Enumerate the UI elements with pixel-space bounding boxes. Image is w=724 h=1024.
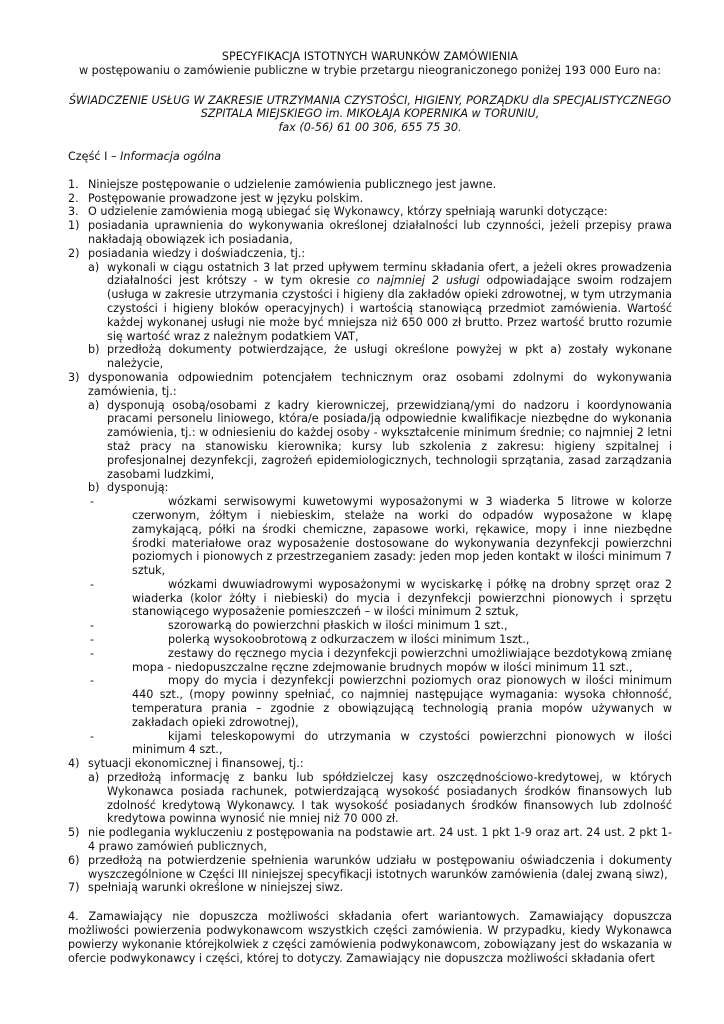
dash-bullet: -: [90, 646, 95, 660]
italic-phrase: co najmniej 2 usługi: [356, 274, 480, 288]
dash-item: [68, 730, 672, 758]
fax-line: fax (0-56) 61 00 306, 655 75 30.: [278, 121, 462, 135]
item-letter: a): [88, 260, 100, 274]
item-text: posiadania uprawnienia do wykonywania określonej działalności lub czynności, jeżeli przepisy prawa nakładają obowiązek ich posiadania,: [88, 219, 672, 246]
sub-item: [88, 771, 672, 826]
item-text: spełniają warunki określone w niniejszej siwz.: [88, 881, 344, 895]
paragraph-4: 4. Zamawiający nie dopuszcza możliwości składania ofert wariantowych. Zamawiający dopuszcza możliwości powierzenia podwykonawcom wszystkich części zamówienia. W przypadku, kiedy Wykonawca powierzy wykonanie którejkolwiek z części zamówienia podwykonawcom, zobowiązany jest do wskazania w ofercie podwykonawcy i części, której to dotyczy. Zamawiający nie dopuszcza możliwości składania ofert: [68, 910, 672, 965]
item-text: przedłożą informację z banku lub spółdzielczej kasy oszczędnościowo-kredytowej, w których Wykonawca posiada rachunek, potwierdzającą wysokość posiadanych środków finansowych lub zdolność kredytową Wykonawcy. I tak wysokość posiadanych środków finansowych lub zdolność kredytowa powinna wynosić nie mniej niż 70 000 zł.: [107, 771, 672, 826]
item-text: dysponowania odpowiednim potencjałem technicznym oraz osobami zdolnymi do wykonywania zamówienia, tj.:: [88, 370, 672, 398]
item-number: 3.: [68, 205, 79, 219]
part-heading: [68, 150, 672, 164]
condition-item: [68, 854, 672, 882]
part-title: Informacja ogólna: [120, 149, 222, 163]
condition-item: [68, 881, 672, 895]
condition-item: [68, 757, 672, 771]
item-number: 6): [68, 853, 80, 867]
sub-item: [88, 261, 672, 344]
item-number: 5): [68, 826, 80, 840]
item-text: zestawy do ręcznego mycia i dezynfekcji powierzchni umożliwiające bezdotykową zmianę mopa - niedopuszczalne ręczne zdejmowanie brudnych mopów w ilości minimum 11 szt.,: [132, 646, 672, 674]
condition-item: [68, 247, 672, 261]
document-page: [68, 50, 672, 965]
condition-item: [68, 219, 672, 247]
item-text: Postępowanie prowadzone jest w języku polskim.: [88, 191, 364, 205]
item-text: dysponują:: [107, 481, 169, 495]
item-text: nie podlegania wykluczeniu z postępowania na podstawie art. 24 ust. 1 pkt 1-9 oraz art. 24 ust. 2 pkt 1-4 prawo zamówień publicznych,: [88, 826, 672, 854]
dash-item: [68, 495, 672, 578]
sub-item: [88, 343, 672, 371]
item-number: 4): [68, 757, 80, 771]
dash-item: [68, 619, 672, 633]
item-text: Niniejsze postępowanie o udzielenie zamówienia publicznego jest jawne.: [88, 177, 497, 191]
condition-item: [68, 826, 672, 854]
sub-item: [88, 399, 672, 482]
item-text: wózkami dwuwiadrowymi wyposażonymi w wyciskarkę i półkę na drobny sprzęt oraz 2 wiaderka (kolor żółty i niebieski) do mycia i dezynfekcji powierzchni pionowych i sprzętu stanowiącego wyposażenie pomieszczeń – w ilości minimum 2 sztuk,: [132, 577, 672, 619]
item-text: mopy do mycia i dezynfekcji powierzchni poziomych oraz pionowych w ilości minimum 440 szt., (mopy powinny spełniać, co najmniej następujące wymagania: wysoka chłonność, temperatura prania – zgodnie z obowiązującą technologią prania mopów używanych w zakładach opieki zdrowotnej),: [132, 674, 672, 729]
item-text: przedłożą dokumenty potwierdzające, że usługi określone powyżej w pkt a) zostały wykonane należycie,: [107, 343, 672, 371]
item-letter: b): [88, 343, 100, 357]
item-text: przedłożą na potwierdzenie spełnienia warunków udziału w postępowaniu oświadczenia i dokumenty wyszczególnione w Części III niniejszej specyfikacji istotnych warunków zamówienia (dalej zwaną siwz),: [88, 853, 672, 881]
item-number: 2): [68, 246, 80, 260]
condition-item: [68, 371, 672, 399]
item-letter: a): [88, 771, 100, 785]
dash-item: [68, 578, 672, 619]
item-number: 3): [68, 370, 80, 384]
subject-line-1: ŚWIADCZENIE USŁUG W ZAKRESIE UTRZYMANIA CZYSTOŚCI, HIGIENY, PORZĄDKU dla SPECJALISTYCZNEGO: [68, 93, 672, 107]
item-number: 1): [68, 219, 80, 233]
item-text: szorowarką do powierzchni płaskich w ilości minimum 1 szt.,: [168, 619, 508, 633]
item-number: 2.: [68, 191, 79, 205]
dash-bullet: -: [90, 495, 95, 509]
item-text: kijami teleskopowymi do utrzymania w czystości powierzchni pionowych w ilości minimum 4 szt.,: [132, 729, 672, 757]
item-text: sytuacji ekonomicznej i finansowej, tj.:: [88, 757, 304, 771]
part-label: Część I –: [68, 149, 121, 163]
document-subtitle: w postępowaniu o zamówienie publiczne w trybie przetargu nieograniczonego poniżej 193 000 Euro na:: [78, 63, 662, 77]
dash-item: [68, 633, 672, 647]
item-text: posiadania wiedzy i doświadczenia, tj.:: [88, 246, 306, 260]
dash-item: [68, 647, 672, 675]
item-text: polerką wysokoobrotową z odkurzaczem w ilości minimum 1szt.,: [168, 633, 530, 647]
sub-item: [88, 481, 672, 495]
item-letter: a): [88, 398, 100, 412]
list-item: [68, 178, 672, 192]
item-text: wózkami serwisowymi kuwetowymi wyposażonymi w 3 wiaderka 5 litrowe w kolorze czerwonym, żółtym i niebieskim, stelaże na worki do odpadów wyposażone w klapę zamykającą, półki na środki chemiczne, zapasowe worki, rękawice, mopy i inne niezbędne środki materiałowe oraz wyposażenie dostosowane do wykonywania dezynfekcji powierzchni poziomych i pionowych z przestrzeganiem zasady: jeden mop jeden kontakt w ilości minimum 7 sztuk,: [132, 495, 672, 578]
item-text: O udzielenie zamówienia mogą ubiegać się Wykonawcy, którzy spełniają warunki dotyczące:: [88, 205, 608, 219]
item-number: 7): [68, 881, 80, 895]
item-number: 1.: [68, 177, 79, 191]
dash-bullet: -: [90, 729, 95, 743]
item-letter: b): [88, 481, 100, 495]
list-item: [68, 205, 672, 219]
item-text: wykonali w ciągu ostatnich 3 lat przed upływem terminu składania ofert, a jeżeli okres prowadzenia działalności jest krótszy - w tym okresie co najmniej 2 usługi odpowiadające swoim rodzajem (usługa w zakresie utrzymania czystości i higieny dla zakładów opieki zdrowotnej, w tym utrzymania czystości i higieny bloków operacyjnych) i wartością stanowiącą przedmiot zamówienia. Wartość każdej wykonanej usługi nie może być mniejsza niż 650 000 zł brutto. Przez wartość brutto rozumie się wartość wraz z należnym podatkiem VAT,: [107, 260, 672, 343]
dash-bullet: -: [90, 633, 95, 647]
order-subject: [68, 94, 672, 135]
dash-bullet: -: [90, 674, 95, 688]
subject-line-2: SZPITALA MIEJSKIEGO im. MIKOŁAJA KOPERNIKA w TORUNIU,: [200, 107, 540, 121]
item-text: dysponują osobą/osobami z kadry kierowniczej, przewidzianą/ymi do nadzoru i koordynowania pracami personelu liniowego, która/e posiada/ją odpowiednie kwalifikacje niezbędne do wykonania zamówienia, tj.: w odniesieniu do każdej osoby - wykształcenie minimum średnie; co najmniej 2 letni staż pracy na stanowisku kierownika; kursy lub szkolenia z zakresu: higieny szpitalnej i profesjonalnej dezynfekcji, zagrożeń epidemiologicznych, technologii sprzątania, zasad zarządzania zasobami ludzkimi,: [107, 398, 672, 481]
dash-bullet: -: [90, 619, 95, 633]
list-item: [68, 192, 672, 206]
dash-bullet: -: [90, 577, 95, 591]
dash-item: [68, 674, 672, 729]
document-title: SPECYFIKACJA ISTOTNYCH WARUNKÓW ZAMÓWIENIA: [221, 50, 519, 63]
